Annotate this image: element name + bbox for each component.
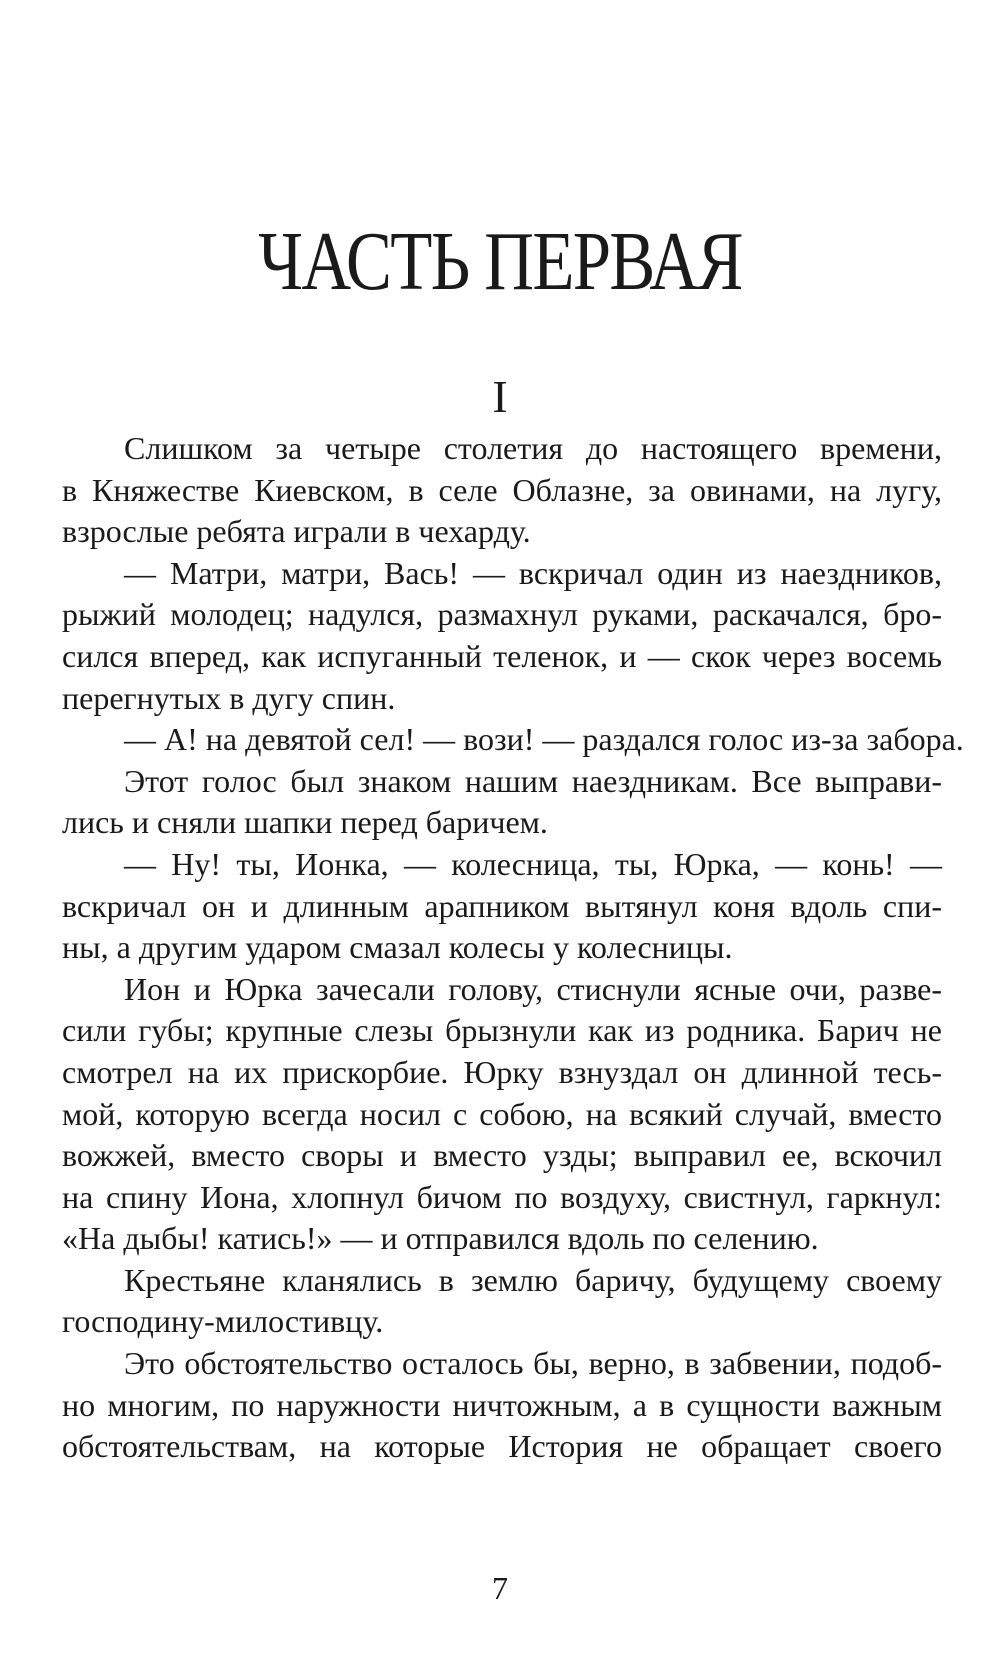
text-line: сили губы; крупные слезы брызнули как из родника. Барич не — [62, 1012, 942, 1049]
text-line: — Матри, матри, Вась! — вскричал один из наездников, — [124, 554, 942, 591]
text-line: Крестьяне кланялись в землю баричу, будущему своему — [124, 1261, 942, 1298]
text-line: мой, которую всегда носил с собою, на всякий случай, вместо — [62, 1095, 942, 1132]
text-line: вожжей, вместо своры и вместо узды; выправил ее, вскочил — [62, 1137, 942, 1174]
text-line: сился вперед, как испуганный теленок, и — скок через восемь — [62, 637, 942, 674]
text-line: обстоятельствам, на которые История не обращает своего — [62, 1428, 942, 1465]
text-line: — А! на девятой сел! — вози! — раздался голос из-за забора. — [124, 721, 964, 758]
text-line: смотрел на их прискорбие. Юрку взнуздал он длинной тесь- — [62, 1053, 942, 1090]
text-line: «На дыбы! катись!» — и отправился вдоль по селению. — [62, 1220, 819, 1257]
text-line: Это обстоятельство осталось бы, верно, в забвении, подоб- — [124, 1345, 942, 1382]
text-line: — Ну! ты, Ионка, — колесница, ты, Юрка, — конь! — — [124, 845, 942, 882]
text-line: перегнутых в дугу спин. — [62, 679, 396, 716]
text-line: на спину Иона, хлопнул бичом по воздуху, свистнул, гаркнул: — [62, 1178, 942, 1215]
text-line: Этот голос был знаком нашим наездникам. Все выправи- — [124, 762, 942, 799]
text-line: взрослые ребята играли в чехарду. — [62, 513, 531, 550]
part-title: ЧАСТЬ ПЕРВАЯ — [258, 215, 742, 308]
text-line: господину-милостивцу. — [62, 1303, 384, 1340]
text-line: Ион и Юрка зачесали голову, стиснули ясные очи, разве- — [124, 970, 942, 1007]
text-line: ны, а другим ударом смазал колесы у колесницы. — [62, 929, 733, 966]
text-line: Слишком за четыре столетия до настоящего времени, — [124, 430, 942, 466]
text-line: вскричал он и длинным арапником вытянул коня вдоль спи- — [62, 887, 942, 924]
text-line: в Княжестве Киевском, в селе Облазне, за овинами, на лугу, — [62, 471, 942, 508]
page-number: 7 — [492, 1570, 508, 1606]
chapter-number: I — [492, 371, 508, 422]
text-line: рыжий молодец; надулся, размахнул руками, раскачался, бро- — [62, 596, 942, 633]
text-line: но многим, по наружности ничтожным, а в сущности важным — [62, 1386, 942, 1423]
body-text — [62, 428, 964, 1468]
text-line: лись и сняли шапки перед баричем. — [62, 804, 548, 841]
